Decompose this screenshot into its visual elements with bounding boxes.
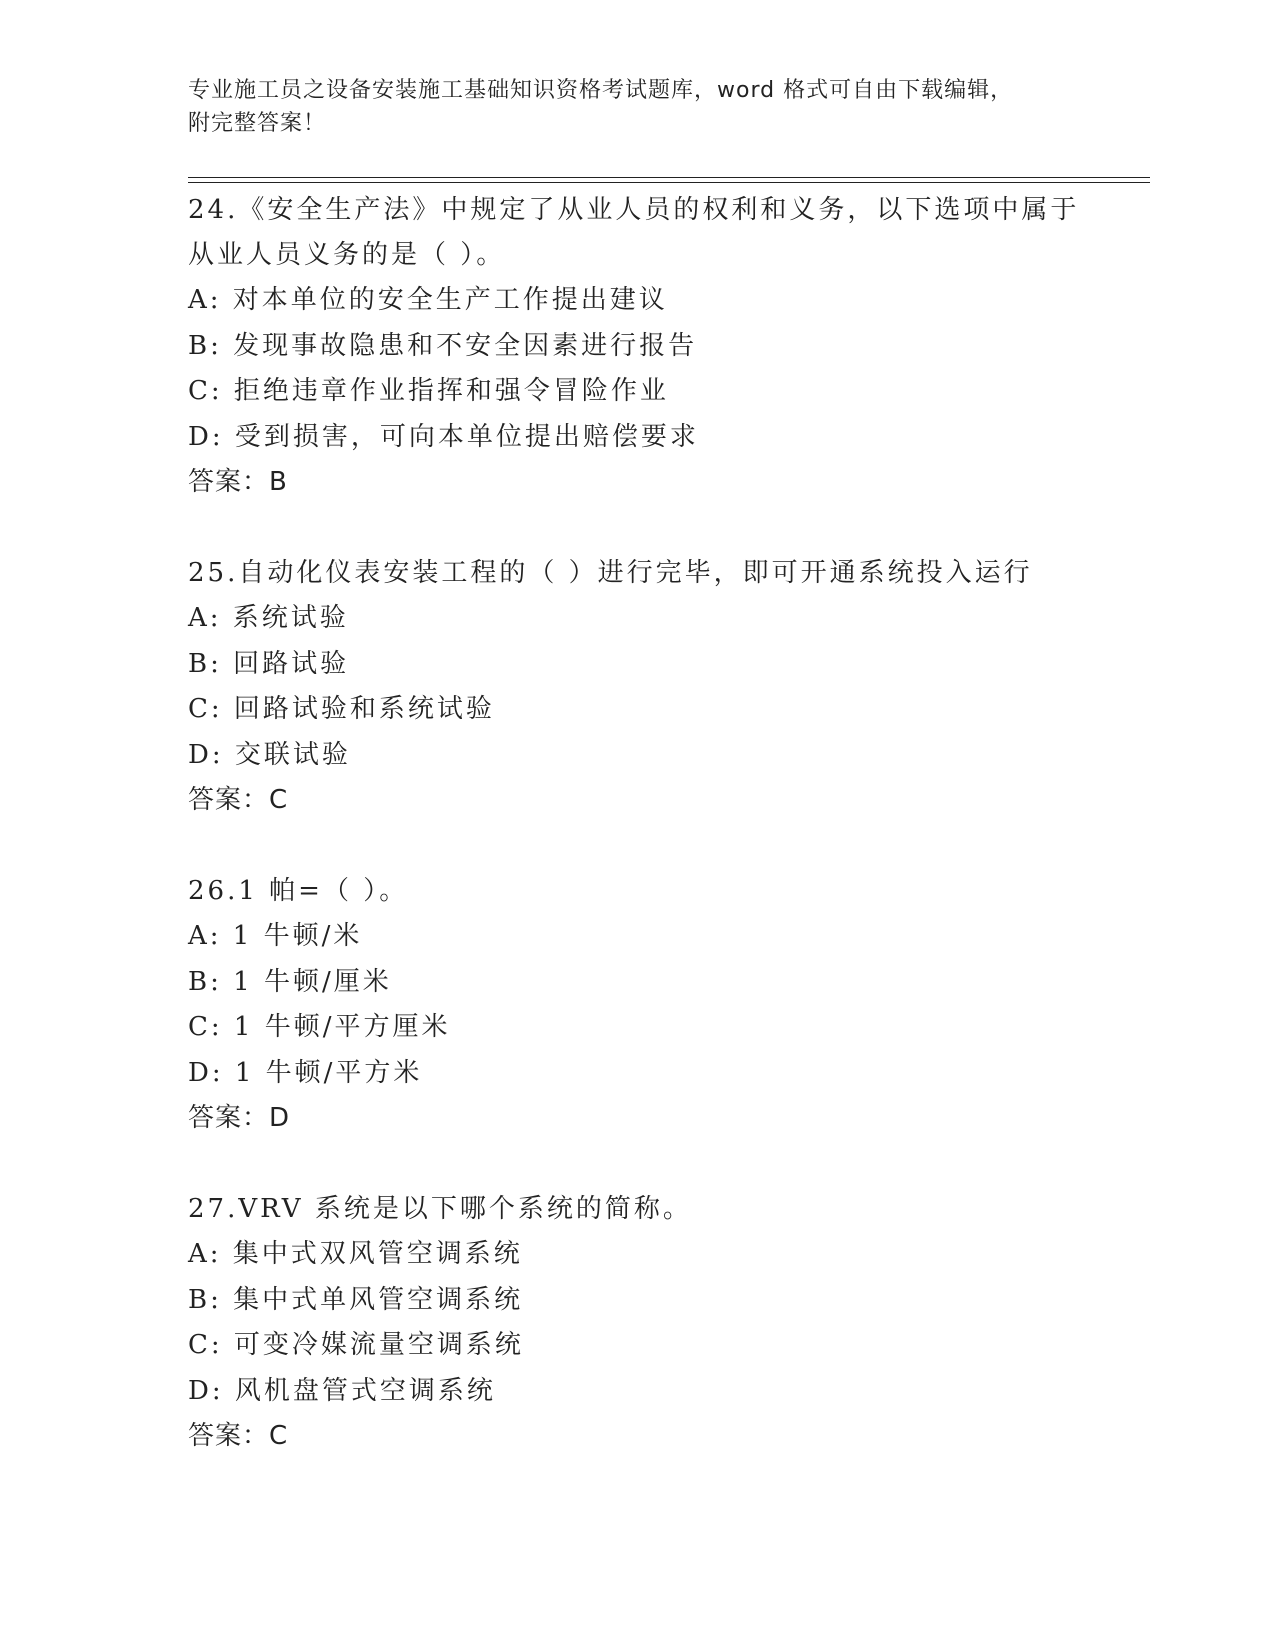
option-a: A: 系统试验 bbox=[188, 603, 349, 633]
option-d: D: 1 牛顿/平方米 bbox=[188, 1057, 423, 1088]
question-stem: 24.《安全生产法》中规定了从业人员的权利和义务，以下选项中属于 bbox=[188, 195, 1080, 225]
option-b: B: 发现事故隐患和不安全因素进行报告 bbox=[188, 330, 698, 361]
option-d: D: 风机盘管式空调系统 bbox=[188, 1375, 496, 1406]
question-stem: 27.VRV 系统是以下哪个系统的简称。 bbox=[188, 1194, 692, 1224]
answer: 答案：D bbox=[188, 1103, 291, 1133]
question-stem-continued: 从业人员义务的是（ ）。 bbox=[188, 240, 506, 270]
answer: 答案：B bbox=[188, 467, 288, 497]
option-d: D: 受到损害，可向本单位提出赔偿要求 bbox=[188, 421, 699, 452]
option-a: A: 1 牛顿/米 bbox=[188, 921, 363, 951]
question-26 bbox=[188, 869, 1088, 1141]
option-b: B: 1 牛顿/厘米 bbox=[188, 966, 392, 997]
header-line-2: 附完整答案！ bbox=[188, 111, 327, 136]
option-c: C: 可变冷媒流量空调系统 bbox=[188, 1330, 524, 1360]
question-stem: 25.自动化仪表安装工程的（ ）进行完毕，即可开通系统投入运行 bbox=[188, 558, 1033, 588]
option-a: A: 集中式双风管空调系统 bbox=[188, 1239, 523, 1269]
answer: 答案：C bbox=[188, 1421, 289, 1451]
header-line-1: 专业施工员之设备安装施工基础知识资格考试题库，word 格式可自由下载编辑， bbox=[188, 78, 1014, 103]
header-divider-bottom bbox=[188, 182, 1150, 183]
document-header bbox=[188, 74, 1088, 140]
option-a: A: 对本单位的安全生产工作提出建议 bbox=[188, 285, 668, 315]
question-27 bbox=[188, 1187, 1088, 1459]
option-b: B: 集中式单风管空调系统 bbox=[188, 1284, 524, 1315]
question-25 bbox=[188, 551, 1088, 823]
option-d: D: 交联试验 bbox=[188, 739, 351, 770]
header-divider-top bbox=[188, 177, 1150, 178]
option-c: C: 1 牛顿/平方厘米 bbox=[188, 1012, 451, 1042]
question-24 bbox=[188, 188, 1088, 505]
option-c: C: 回路试验和系统试验 bbox=[188, 694, 495, 724]
answer: 答案：C bbox=[188, 785, 289, 815]
question-stem: 26.1 帕=（ ）。 bbox=[188, 876, 409, 906]
option-b: B: 回路试验 bbox=[188, 648, 350, 679]
option-c: C: 拒绝违章作业指挥和强令冒险作业 bbox=[188, 376, 669, 406]
